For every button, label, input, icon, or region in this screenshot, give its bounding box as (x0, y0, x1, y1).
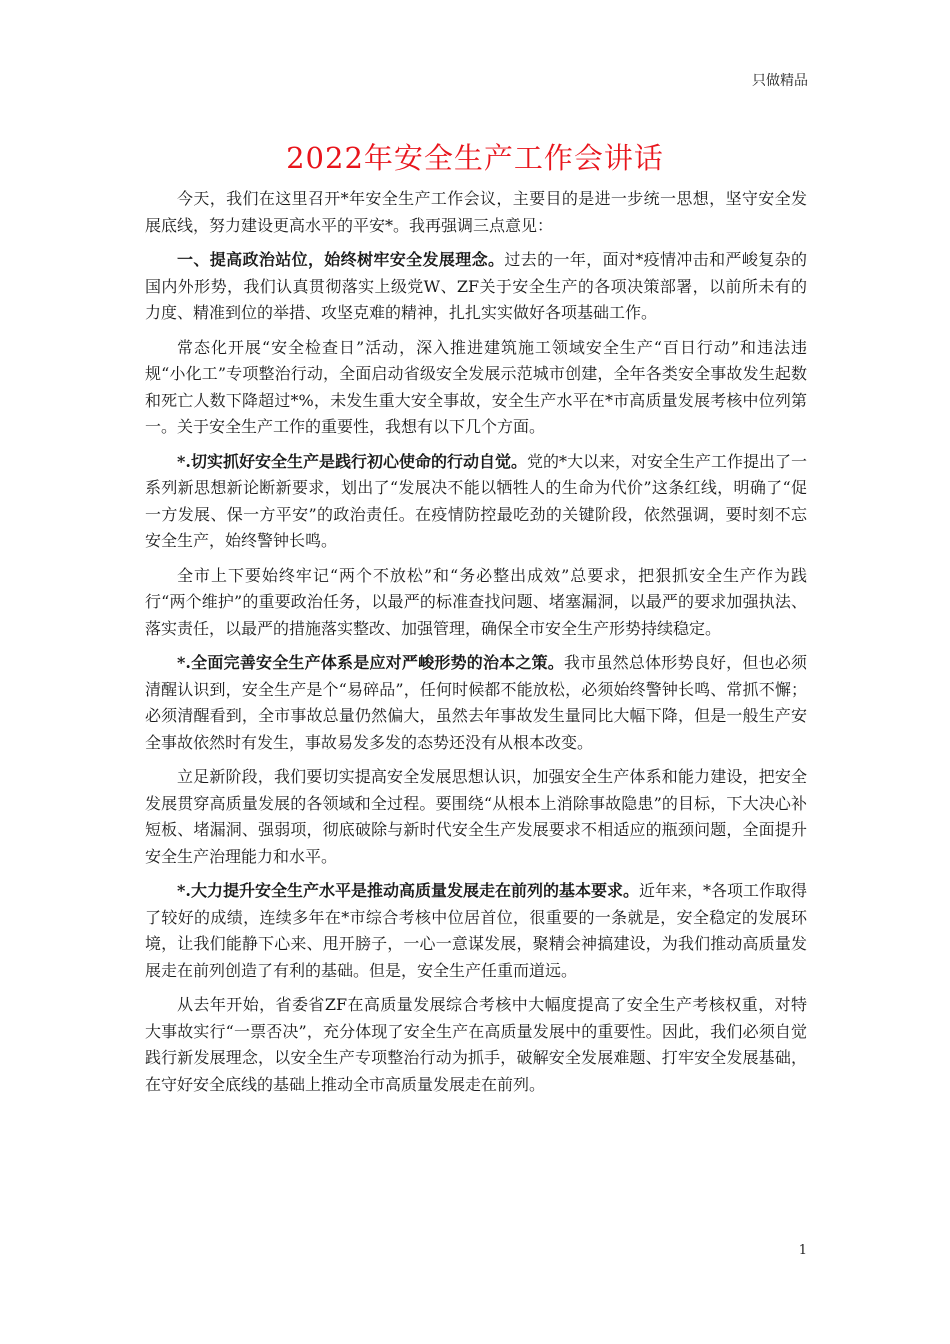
paragraph-text: 今天，我们在这里召开*年安全生产工作会议，主要目的是进一步统一思想，坚守安全发展底线，努力建设更高水平的平安*。我再强调三点意见： (145, 189, 807, 235)
paragraph-lead: *.全面完善安全生产体系是应对严峻形势的治本之策。 (177, 653, 565, 672)
header-note: 只做精品 (752, 73, 808, 89)
paragraph-text: 从去年开始，省委省ZF在高质量发展综合考核中大幅度提高了安全生产考核权重，对特大事故实行“一票否决”，充分体现了安全生产在高质量发展中的重要性。因此，我们必须自觉践行新发展理念，以安全生产专项整治行动为抓手，破解安全发展难题、打牢安全发展基础，在守好安全底线的基础上推动全市高质量发展走在前列。 (145, 995, 807, 1094)
paragraph-text: 党的*大以来，对安全生产工作提出了一系列新思想新论断新要求，划出了“发展决不能以牺牲人的生命为代价”这条红线，明确了“促一方发展、保一方平安”的政治责任。在疫情防控最吃劲的关键阶段，依然强调，要时刻不忘安全生产，始终警钟长鸣。 (145, 451, 807, 550)
paragraph-lead: *.切实抓好安全生产是践行初心使命的行动自觉。 (177, 451, 527, 471)
paragraph-text: 过去的一年，面对*疫情冲击和严峻复杂的国内外形势，我们认真贯彻落实上级党W、ZF关于安全生产的各项决策部署，以前所未有的力度、精准到位的举措、攻坚克难的精神，扎扎实实做好各项基础工作。 (145, 250, 807, 322)
paragraph-lead: *.大力提升安全生产水平是推动高质量发展走在前列的基本要求。 (177, 881, 639, 900)
paragraph-point-3 (145, 878, 807, 984)
paragraph-lead: 一、提高政治站位，始终树牢安全发展理念。 (177, 250, 505, 269)
document-title: 2022年安全生产工作会讲话 (286, 141, 664, 175)
paragraph-point-2 (145, 650, 807, 756)
paragraph-text: 我市虽然总体形势良好，但也必须清醒认识到，安全生产是个“易碎品”，任何时候都不能放松，必须始终警钟长鸣、常抓不懈；必须清醒看到，全市事故总量仍然偏大，虽然去年事故发生量同比大幅下降，但是一般生产安全事故依然时有发生，事故易发多发的态势还没有从根本改变。 (145, 653, 807, 752)
paragraph-text: 立足新阶段，我们要切实提高安全发展思想认识，加强安全生产体系和能力建设，把安全发展贯穿高质量发展的各领域和全过程。要围绕“从根本上消除事故隐患”的目标，下大决心补短板、堵漏洞、强弱项，彻底破除与新时代安全生产发展要求不相适应的瓶颈问题，全面提升安全生产治理能力和水平。 (145, 767, 807, 866)
paragraph-body (145, 764, 807, 870)
paragraph-body (145, 992, 807, 1098)
paragraph-body (145, 563, 807, 643)
paragraph-text: 常态化开展“安全检查日”活动，深入推进建筑施工领域安全生产“百日行动”和违法违规“小化工”专项整治行动，全面启动省级安全发展示范城市创建，全年各类安全事故发生起数和死亡人数下降超过*%，未发生重大安全事故，安全生产水平在*市高质量发展考核中位列第一。关于安全生产工作的重要性，我想有以下几个方面。 (145, 337, 807, 436)
paragraph-body (145, 335, 807, 441)
paragraph-text: 全市上下要始终牢记“两个不放松”和“务必整出成效”总要求，把狠抓安全生产作为践行“两个维护”的重要政治任务，以最严的标准查找问题、堵塞漏洞，以最严的要求加强执法、落实责任，以最严的措施落实整改、加强管理，确保全市安全生产形势持续稳定。 (145, 565, 807, 638)
document-body (145, 186, 807, 1106)
paragraph-text: 近年来，*各项工作取得了较好的成绩，连续多年在*市综合考核中位居首位，很重要的一条就是，安全稳定的发展环境，让我们能静下心来、甩开膀子，一心一意谋发展，聚精会神搞建设，为我们推动高质量发展走在前列创造了有利的基础。但是，安全生产任重而道远。 (145, 881, 807, 980)
paragraph-point-1 (145, 449, 807, 555)
paragraph-section-1 (145, 247, 807, 327)
page-number: 1 (798, 1243, 807, 1258)
paragraph-intro (145, 186, 807, 239)
